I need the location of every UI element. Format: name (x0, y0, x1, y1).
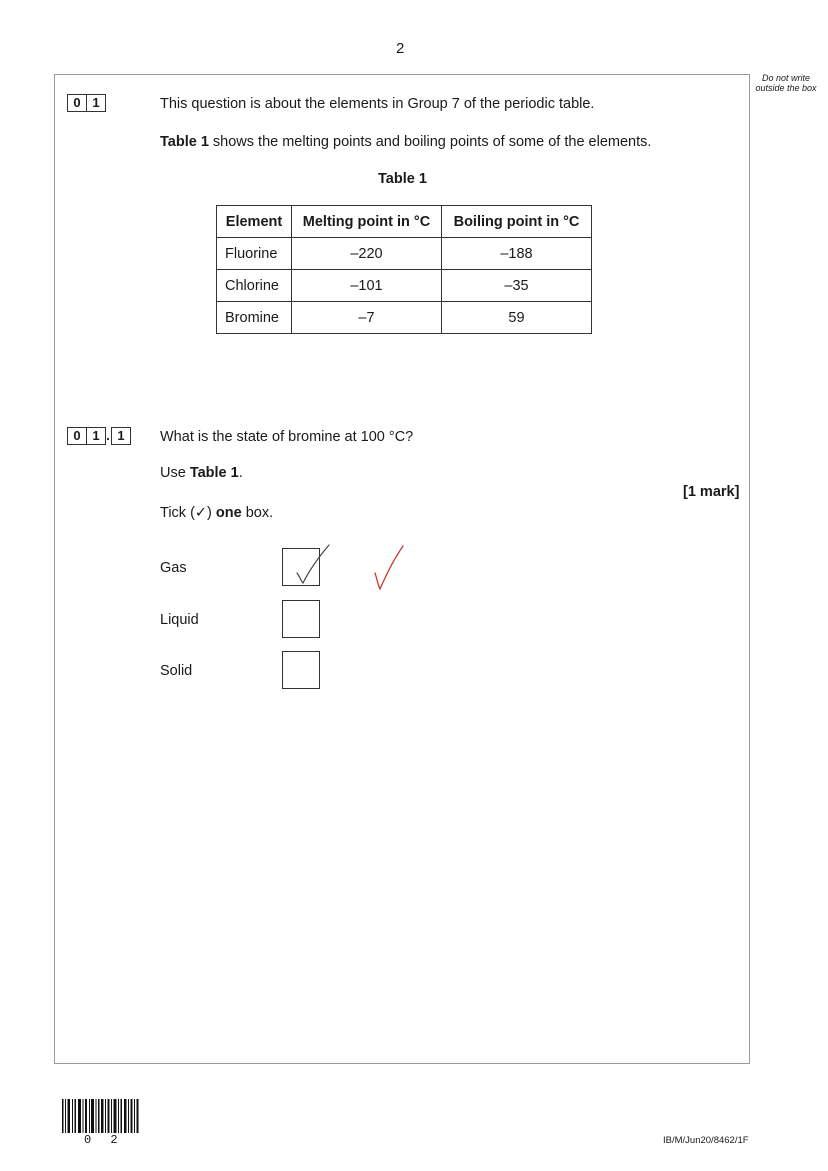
marker-tick-icon (370, 543, 410, 595)
question-prompt: What is the state of bromine at 100 °C? (160, 429, 414, 445)
cell-boiling-point: 59 (442, 302, 592, 334)
cell-boiling-point: –35 (442, 270, 592, 302)
table-title: Table 1 (378, 171, 427, 187)
margin-note: Do not write outside the box (755, 73, 817, 93)
barcode (62, 1099, 140, 1133)
marks-label: [1 mark] (683, 484, 740, 500)
question-digit: 1 (111, 427, 131, 445)
question-number-01-1 (67, 427, 130, 445)
question-separator: . (106, 428, 110, 443)
use-suffix: . (238, 465, 243, 481)
option-label-solid: Solid (160, 663, 193, 679)
tick-instruction (160, 505, 273, 521)
barcode-number: 0 2 (84, 1133, 124, 1147)
question-number-01 (67, 94, 105, 112)
tick-box-gas[interactable] (282, 548, 320, 586)
question-digit: 0 (67, 427, 87, 445)
tick-suffix: box. (241, 505, 274, 521)
question-digit: 0 (67, 94, 87, 112)
cell-boiling-point: –188 (442, 238, 592, 270)
tick-box-solid[interactable] (282, 651, 320, 689)
table-reference-bold: Table 1 (160, 134, 209, 150)
table-reference-text: shows the melting points and boiling points of some of the elements. (208, 134, 652, 150)
question-intro: This question is about the elements in Group 7 of the periodic table. (160, 96, 595, 112)
tick-box-liquid[interactable] (282, 600, 320, 638)
use-table-instruction (160, 465, 243, 481)
page-number: 2 (396, 40, 405, 57)
tick-prefix: Tick (✓) (160, 505, 216, 521)
table-reference (160, 134, 651, 150)
option-label-gas: Gas (160, 560, 187, 576)
header-melting-point: Melting point in °C (292, 206, 442, 238)
tick-bold: one (215, 505, 242, 521)
use-table-bold: Table 1 (189, 465, 239, 481)
cell-melting-point: –220 (292, 238, 442, 270)
cell-melting-point: –101 (292, 270, 442, 302)
cell-element: Fluorine (217, 238, 292, 270)
cell-melting-point: –7 (292, 302, 442, 334)
header-boiling-point: Boiling point in °C (442, 206, 592, 238)
question-digit: 1 (86, 427, 106, 445)
handwritten-check-icon (279, 535, 339, 585)
table-row (217, 270, 592, 302)
table-header-row (217, 206, 592, 238)
cell-element: Chlorine (217, 270, 292, 302)
data-table (216, 205, 592, 334)
option-label-liquid: Liquid (160, 612, 199, 628)
question-digit: 1 (86, 94, 106, 112)
cell-element: Bromine (217, 302, 292, 334)
table-row (217, 238, 592, 270)
table-row (217, 302, 592, 334)
footer-code: IB/M/Jun20/8462/1F (663, 1135, 749, 1146)
use-prefix: Use (160, 465, 190, 481)
header-element: Element (217, 206, 292, 238)
